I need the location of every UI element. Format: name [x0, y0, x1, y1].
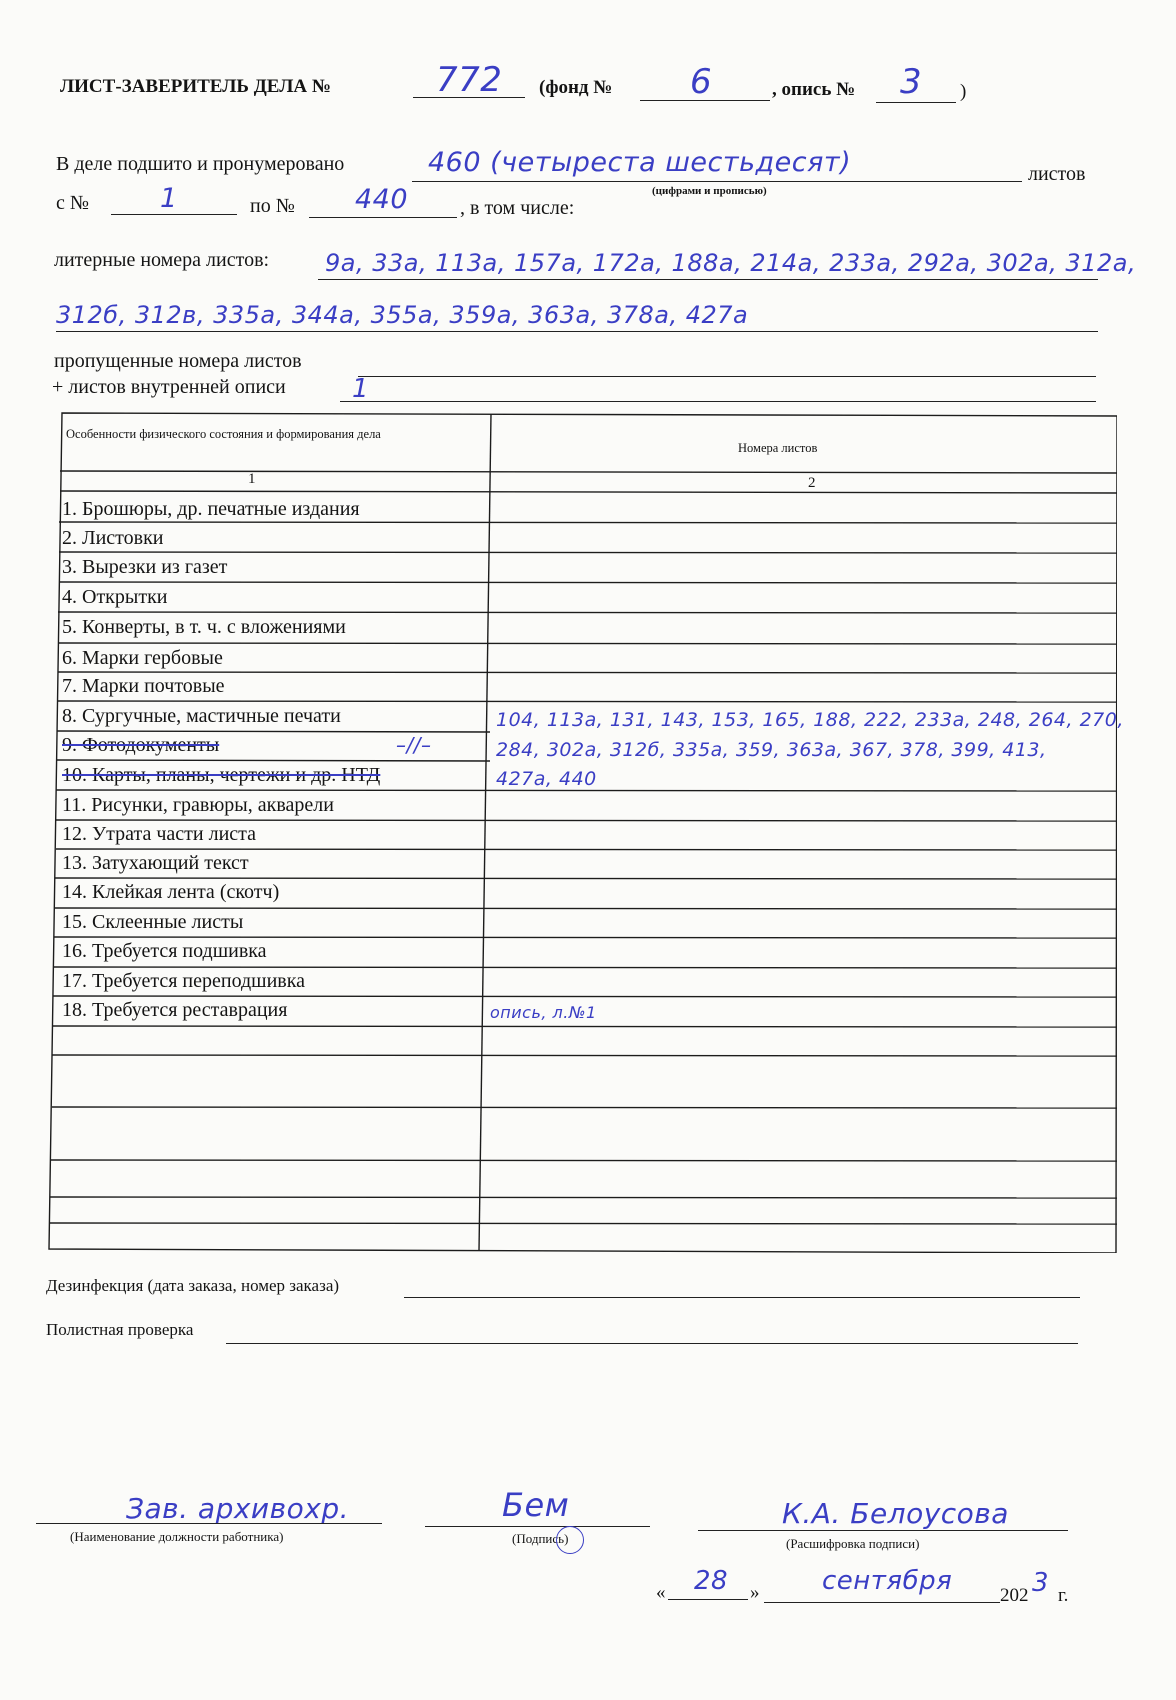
signature-value: Бем: [502, 1486, 570, 1524]
row-envelopes: 5. Конверты, в т. ч. с вложениями: [62, 616, 346, 638]
row-sheet-loss: 12. Утрата части листа: [62, 823, 257, 845]
col2-header: Номера листов: [738, 441, 818, 455]
signature-caption: (Подпись): [512, 1531, 569, 1546]
row-leaflets: 2. Листовки: [62, 527, 164, 549]
row-maps-plans: 10. Карты, планы, чертежи и др. НТД: [62, 764, 381, 786]
fond-number-value: 6: [690, 62, 713, 102]
restoration-sheet-numbers: опись, л.№1: [490, 1003, 597, 1022]
seals-sheet-numbers-2: 284, 302а, 312б, 335а, 359, 363а, 367, 378, 399, 413,: [496, 739, 1047, 761]
sheets-intro-label: В деле подшито и пронумеровано: [56, 153, 345, 175]
ditto-mark: –//–: [396, 733, 432, 757]
row-binding-needed: 16. Требуется подшивка: [62, 940, 267, 962]
row-glued-sheets: 15. Склеенные листы: [62, 911, 244, 933]
sheets-count-line: [412, 181, 1022, 182]
disinfection-label: Дезинфекция (дата заказа, номер заказа): [46, 1276, 340, 1295]
literal-numbers-value-2: 312б, 312в, 335а, 344а, 355а, 359а, 363а, 378а, 427а: [56, 301, 749, 329]
inner-inventory-value: 1: [352, 374, 370, 404]
row-fading-text: 13. Затухающий текст: [62, 852, 249, 874]
row-restoration-needed: 18. Требуется реставрация: [62, 999, 288, 1021]
date-year-digit: 3: [1032, 1568, 1050, 1598]
seals-sheet-numbers-1: 104, 113а, 131, 143, 153, 165, 188, 222, 233а, 248, 264, 270,: [496, 709, 1124, 731]
header-close-paren: ): [960, 81, 967, 102]
literal-numbers-line-1: [318, 279, 1098, 280]
row-seals: 8. Сургучные, мастичные печати: [62, 705, 341, 727]
col1-header: Особенности физического состояния и формирования дела: [66, 427, 381, 441]
to-number-value: 440: [355, 184, 409, 215]
opis-label: , опись №: [772, 79, 856, 100]
date-close-quote: »: [750, 1582, 760, 1603]
date-day-value: 28: [694, 1566, 729, 1596]
fond-label: (фонд №: [539, 77, 613, 98]
literal-numbers-label: литерные номера листов:: [54, 249, 270, 271]
sheets-suffix-label: листов: [1028, 163, 1086, 185]
inner-inventory-label: + листов внутренней описи: [52, 376, 286, 398]
date-open-quote: «: [656, 1582, 666, 1603]
full-name-caption: (Расшифровка подписи): [786, 1536, 920, 1551]
including-label: , в том числе:: [460, 197, 575, 219]
opis-number-value: 3: [900, 62, 923, 102]
from-number-value: 1: [160, 183, 178, 214]
case-number-value: 772: [436, 60, 503, 100]
from-number-line: [111, 214, 237, 215]
document-title: ЛИСТ-ЗАВЕРИТЕЛЬ ДЕЛА №: [60, 76, 331, 97]
from-label: с №: [56, 192, 89, 214]
position-line: [36, 1523, 382, 1524]
full-name-value: К.А. Белоусова: [782, 1497, 1009, 1530]
literal-numbers-value-1: 9а, 33а, 113а, 157а, 172а, 188а, 214а, 233а, 292а, 302а, 312а,: [325, 249, 1137, 277]
date-year-suffix: г.: [1058, 1585, 1069, 1606]
row-brochures: 1. Брошюры, др. печатные издания: [62, 498, 360, 520]
row-adhesive-tape: 14. Клейкая лента (скотч): [62, 881, 280, 903]
row-stamp-duty: 6. Марки гербовые: [62, 647, 223, 669]
sheets-count-value: 460 (четыреста шестьдесят): [428, 147, 852, 178]
date-month-line: [764, 1602, 1000, 1603]
disinfection-line: [404, 1297, 1080, 1298]
sheets-hint: (цифрами и прописью): [652, 185, 767, 197]
to-label: по №: [250, 195, 295, 217]
row-photo-documents: 9. Фотодокументы: [62, 734, 220, 756]
opis-number-line: [876, 102, 956, 103]
row-postage-stamps: 7. Марки почтовые: [62, 675, 225, 697]
date-day-line: [668, 1599, 748, 1600]
sheet-check-label: Полистная проверка: [46, 1320, 194, 1339]
position-value: Зав. архивохр.: [126, 1492, 349, 1525]
col1-number: 1: [248, 471, 256, 487]
seals-sheet-numbers-3: 427а, 440: [496, 768, 597, 790]
date-month-value: сентября: [822, 1566, 953, 1596]
row-rebinding-needed: 17. Требуется переподшивка: [62, 970, 306, 992]
row-clippings: 3. Вырезки из газет: [62, 556, 228, 578]
missing-numbers-label: пропущенные номера листов: [54, 350, 302, 372]
to-number-line: [309, 217, 457, 218]
sheet-check-line: [226, 1343, 1078, 1344]
missing-numbers-line: [358, 376, 1096, 377]
row-postcards: 4. Открытки: [62, 586, 168, 608]
date-year-prefix: 202: [1000, 1585, 1029, 1606]
physical-state-table: [48, 411, 1124, 1253]
row-drawings: 11. Рисунки, гравюры, акварели: [62, 794, 334, 816]
signature-stroke: [556, 1526, 584, 1554]
signature-line: [425, 1526, 650, 1527]
inner-inventory-line: [340, 401, 1096, 402]
literal-numbers-line-2: [56, 331, 1098, 332]
full-name-line: [698, 1530, 1068, 1531]
position-caption: (Наименование должности работника): [70, 1529, 284, 1544]
col2-number: 2: [808, 475, 816, 491]
